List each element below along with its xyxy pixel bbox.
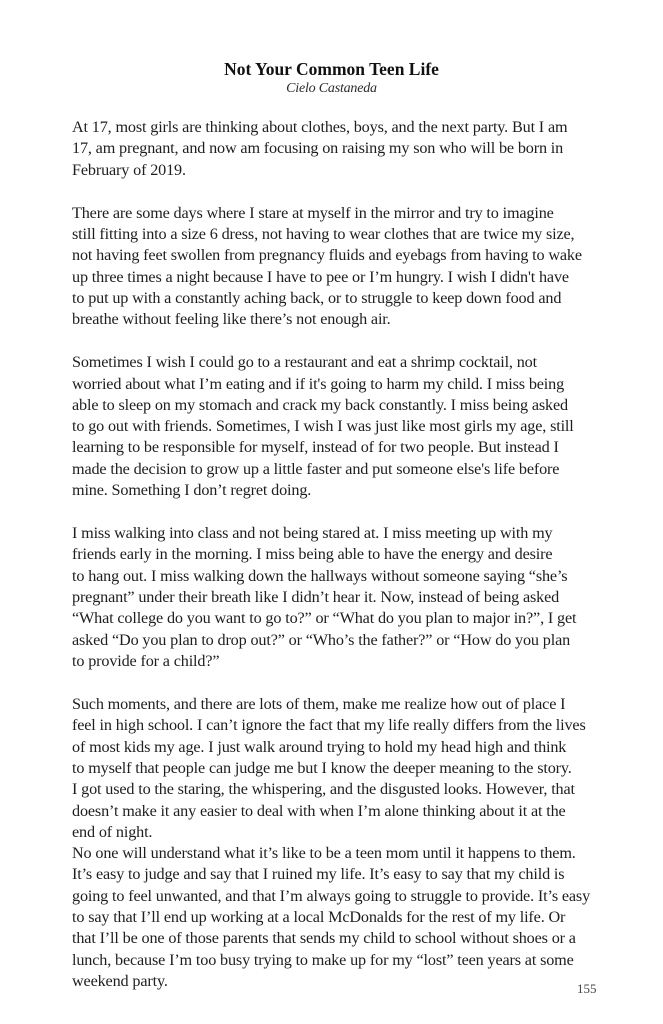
text-line: to provide for a child?” xyxy=(72,651,220,670)
text-line: not having feet swollen from pregnancy fluids and eyebags from having to wake xyxy=(72,246,582,265)
paragraph xyxy=(72,352,632,501)
text-line: “What college do you want to go to?” or “What do you plan to major in?”, I get xyxy=(72,609,577,628)
text-line: feel in high school. I can’t ignore the fact that my life really differs from the lives xyxy=(72,716,586,735)
text-line: to hang out. I miss walking down the hallways without someone saying “she’s xyxy=(72,566,568,585)
text-line: of most kids my age. I just walk around trying to hold my head high and think xyxy=(72,737,567,756)
text-line: At 17, most girls are thinking about clothes, boys, and the next party. But I am xyxy=(72,118,568,136)
paragraph xyxy=(72,203,632,331)
page-number: 155 xyxy=(577,981,597,996)
text-line: 17, am pregnant, and now am focusing on raising my son who will be born in xyxy=(72,139,564,158)
text-line: that I’ll be one of those parents that sends my child to school without shoes or a xyxy=(72,929,576,948)
text-line: able to sleep on my stomach and crack my back constantly. I miss being asked xyxy=(72,395,568,414)
paragraph-gap xyxy=(72,501,632,523)
text-line: I miss walking into class and not being stared at. I miss meeting up with my xyxy=(72,524,553,543)
text-line: still fitting into a size 6 dress, not having to wear clothes that are twice my size, xyxy=(72,224,575,243)
text-line: learning to be responsible for myself, instead of for two people. But instead I xyxy=(72,438,559,457)
text-line: to go out with friends. Sometimes, I wish I was just like most girls my age, still xyxy=(72,417,574,436)
text-line: There are some days where I stare at myself in the mirror and try to imagine xyxy=(72,203,554,222)
text-line: to put up with a constantly aching back, or to struggle to keep down food and xyxy=(72,288,562,307)
text-line: lunch, because I’m too busy trying to make up for my “lost” teen years at some xyxy=(72,950,574,969)
paragraph-gap xyxy=(72,672,632,694)
text-line: up three times a night because I have to pee or I’m hungry. I wish I didn't have xyxy=(72,267,569,286)
text-line: made the decision to grow up a little faster and put someone else's life before xyxy=(72,459,560,478)
text-line: worried about what I’m eating and if it's going to harm my child. I miss being xyxy=(72,374,565,393)
text-line: No one will understand what it’s like to be a teen mom until it happens to them. xyxy=(72,844,576,863)
essay-title: Not Your Common Teen Life xyxy=(224,59,439,79)
text-line: asked “Do you plan to drop out?” or “Who’s the father?” or “How do you plan xyxy=(72,630,571,649)
text-line: doesn’t make it any easier to deal with when I’m alone thinking about it at the xyxy=(72,801,566,820)
text-line: to say that I’ll end up working at a local McDonalds for the rest of my life. Or xyxy=(72,907,566,926)
text-line: mine. Something I don’t regret doing. xyxy=(72,481,312,500)
text-line: Sometimes I wish I could go to a restaurant and eat a shrimp cocktail, not xyxy=(72,353,537,372)
paragraph xyxy=(72,694,632,843)
text-line: I got used to the staring, the whispering, and the disgusted looks. However, that xyxy=(72,780,575,799)
text-line: to myself that people can judge me but I know the deeper meaning to the story. xyxy=(72,758,572,777)
paragraph xyxy=(72,523,632,672)
text-line: pregnant” under their breath like I didn’t hear it. Now, instead of being asked xyxy=(72,588,560,607)
text-line: weekend party. xyxy=(72,971,168,990)
paragraph xyxy=(72,117,632,181)
text-line: February of 2019. xyxy=(72,160,186,179)
text-line: breathe without feeling like there’s not enough air. xyxy=(72,310,391,329)
paragraph-gap xyxy=(72,181,632,203)
text-line: friends early in the morning. I miss being able to have the energy and desire xyxy=(72,545,553,564)
text-line: Such moments, and there are lots of them, make me realize how out of place I xyxy=(72,695,566,714)
essay-body xyxy=(72,117,632,992)
text-line: It’s easy to judge and say that I ruined my life. It’s easy to say that my child is xyxy=(72,865,565,884)
text-line: going to feel unwanted, and that I’m always going to struggle to provide. It’s easy xyxy=(72,886,591,905)
paragraph xyxy=(72,843,632,992)
text-line: end of night. xyxy=(72,822,153,841)
paragraph-gap xyxy=(72,330,632,352)
author-name: Cielo Castaneda xyxy=(286,81,377,96)
